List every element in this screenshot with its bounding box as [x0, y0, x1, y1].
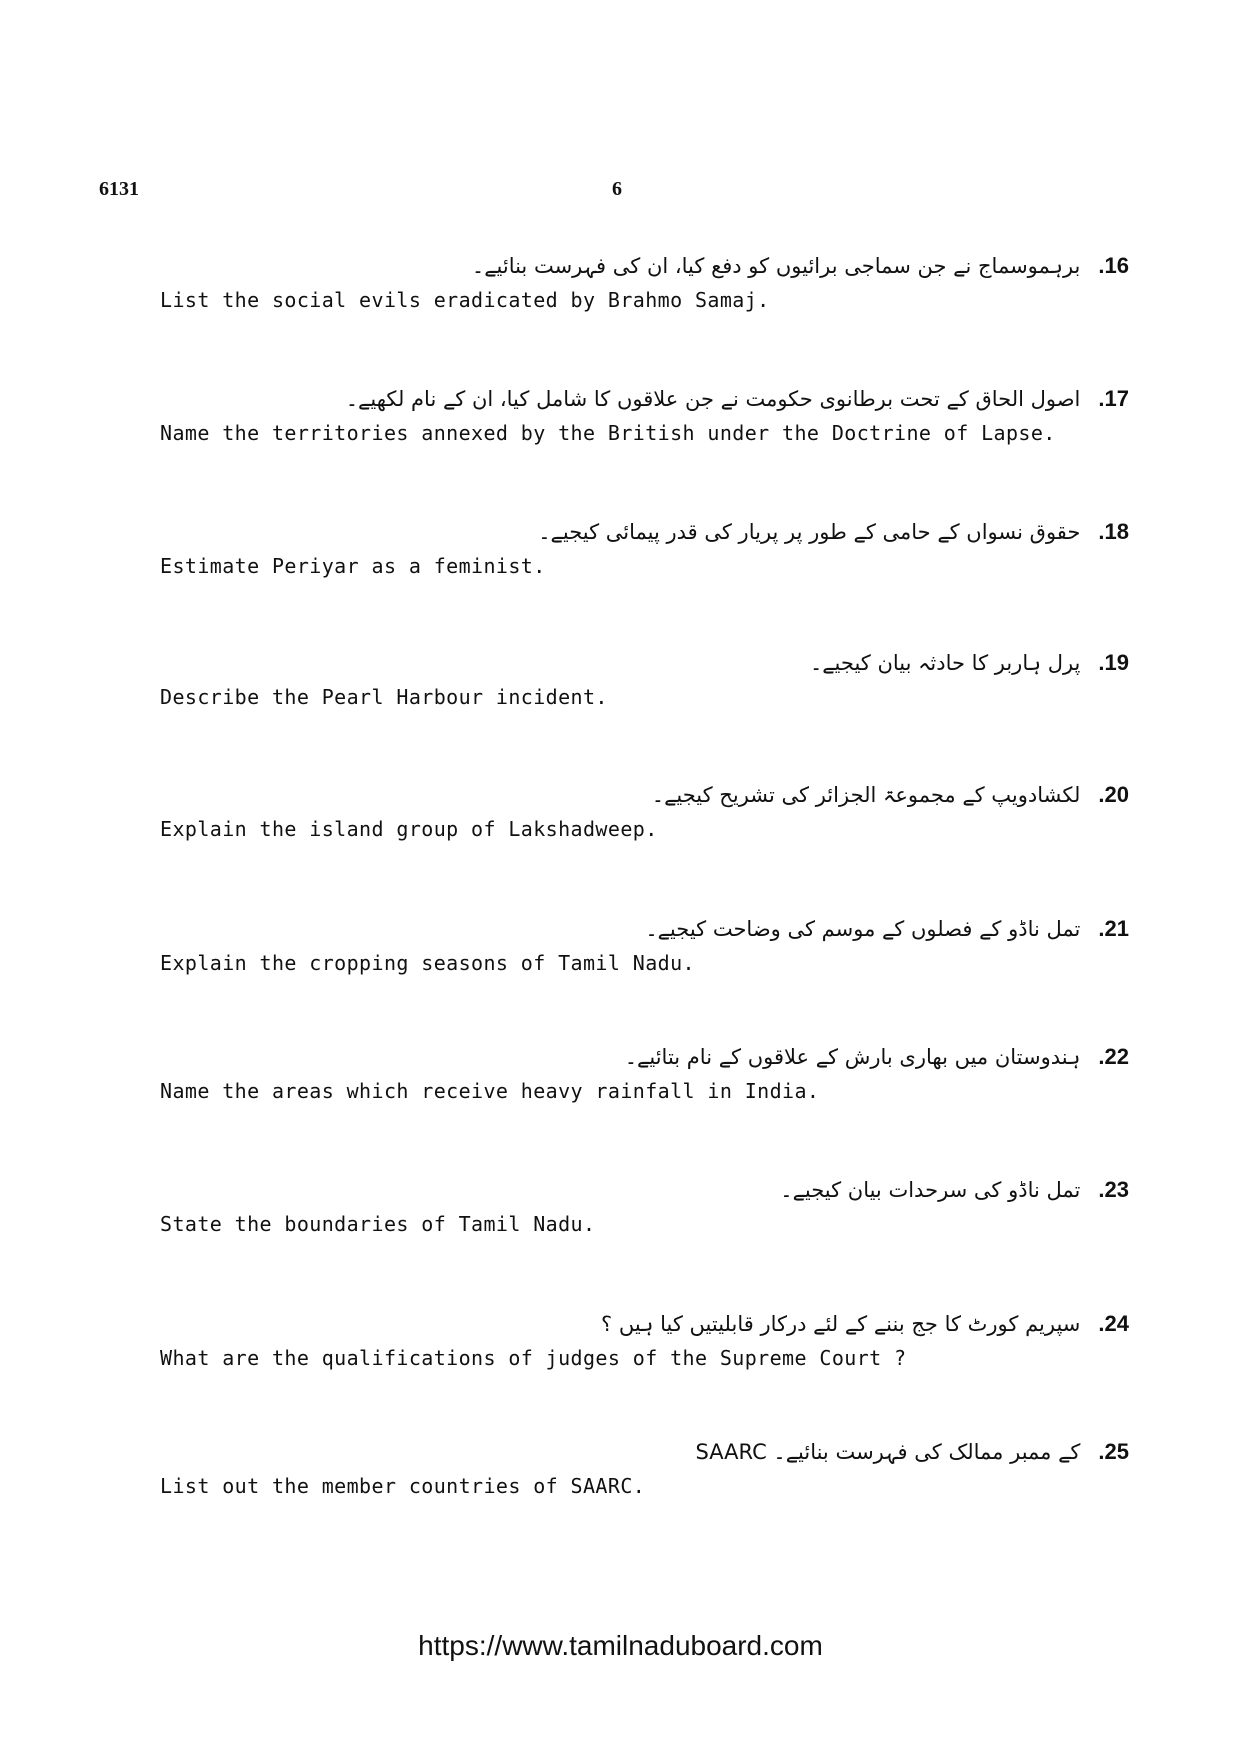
question-20: [0, 777, 1241, 857]
question-17-english: Name the territories annexed by the British under the Doctrine of Lapse.: [160, 421, 1056, 445]
question-23: [0, 1172, 1241, 1252]
question-21-heading: [645, 911, 1129, 947]
question-18-number: .18: [1098, 519, 1129, 544]
question-17-heading: [346, 381, 1129, 417]
question-25: [0, 1434, 1241, 1514]
question-22: [0, 1039, 1241, 1119]
question-16: [0, 248, 1241, 328]
question-24-urdu: سپریم کورٹ کا جج بننے کے لئے درکار قابلیتیں کیا ہیں ؟: [601, 1312, 1081, 1336]
question-22-urdu: ہندوستان میں بھاری بارش کے علاقوں کے نام بتائیے۔: [624, 1045, 1081, 1069]
question-18-urdu: حقوق نسواں کے حامی کے طور پر پریار کی قدر پیمائی کیجیے۔: [538, 520, 1081, 544]
footer-website-url: https://www.tamilnaduboard.com: [418, 1630, 823, 1661]
question-16-english: List the social evils eradicated by Brahmo Samaj.: [160, 288, 770, 312]
question-21-number: .21: [1098, 916, 1129, 941]
question-25-heading: [695, 1434, 1129, 1470]
question-16-urdu: برہموسماج نے جن سماجی برائیوں کو دفع کیا، ان کی فہرست بنائیے۔: [471, 254, 1081, 278]
question-23-heading: [780, 1172, 1129, 1208]
question-23-english: State the boundaries of Tamil Nadu.: [160, 1212, 596, 1236]
question-20-heading: [652, 777, 1129, 813]
question-18-heading: [538, 514, 1129, 550]
question-21-english: Explain the cropping seasons of Tamil Nadu.: [160, 951, 695, 975]
page-number: 6: [612, 178, 622, 200]
question-18-english: Estimate Periyar as a feminist.: [160, 554, 546, 578]
question-19-number: .19: [1098, 650, 1129, 675]
question-23-number: .23: [1098, 1177, 1129, 1202]
question-20-urdu: لکشادویپ کے مجموعۃ الجزائر کی تشریح کیجیے۔: [651, 783, 1081, 807]
question-19: [0, 645, 1241, 725]
question-19-heading: [810, 645, 1129, 681]
question-22-heading: [625, 1039, 1129, 1075]
question-24: [0, 1306, 1241, 1386]
question-20-english: Explain the island group of Lakshadweep.: [160, 817, 658, 841]
question-25-number: .25: [1098, 1439, 1129, 1464]
question-23-urdu: تمل ناڈو کی سرحدات بیان کیجیے۔: [780, 1178, 1081, 1202]
question-22-number: .22: [1098, 1044, 1129, 1069]
question-18: [0, 514, 1241, 594]
question-17: [0, 381, 1241, 461]
question-25-urdu: SAARC کے ممبر ممالک کی فہرست بنائیے۔: [695, 1440, 1081, 1464]
question-19-english: Describe the Pearl Harbour incident.: [160, 685, 608, 709]
question-24-number: .24: [1098, 1311, 1129, 1336]
question-24-english: What are the qualifications of judges of the Supreme Court ?: [160, 1346, 907, 1370]
question-16-number: .16: [1098, 253, 1129, 278]
question-17-urdu: اصول الحاق کے تحت برطانوی حکومت نے جن علاقوں کا شامل کیا، ان کے نام لکھیے۔: [345, 387, 1081, 411]
paper-code: 6131: [99, 178, 139, 200]
question-19-urdu: پرل ہاربر کا حادثہ بیان کیجیے۔: [809, 651, 1081, 675]
question-22-english: Name the areas which receive heavy rainfall in India.: [160, 1079, 820, 1103]
question-20-number: .20: [1098, 782, 1129, 807]
question-21: [0, 911, 1241, 991]
question-17-number: .17: [1098, 386, 1129, 411]
question-21-urdu: تمل ناڈو کے فصلوں کے موسم کی وضاحت کیجیے۔: [645, 917, 1081, 941]
question-24-heading: [601, 1306, 1129, 1342]
question-25-english: List out the member countries of SAARC.: [160, 1474, 646, 1498]
question-16-heading: [472, 248, 1129, 284]
